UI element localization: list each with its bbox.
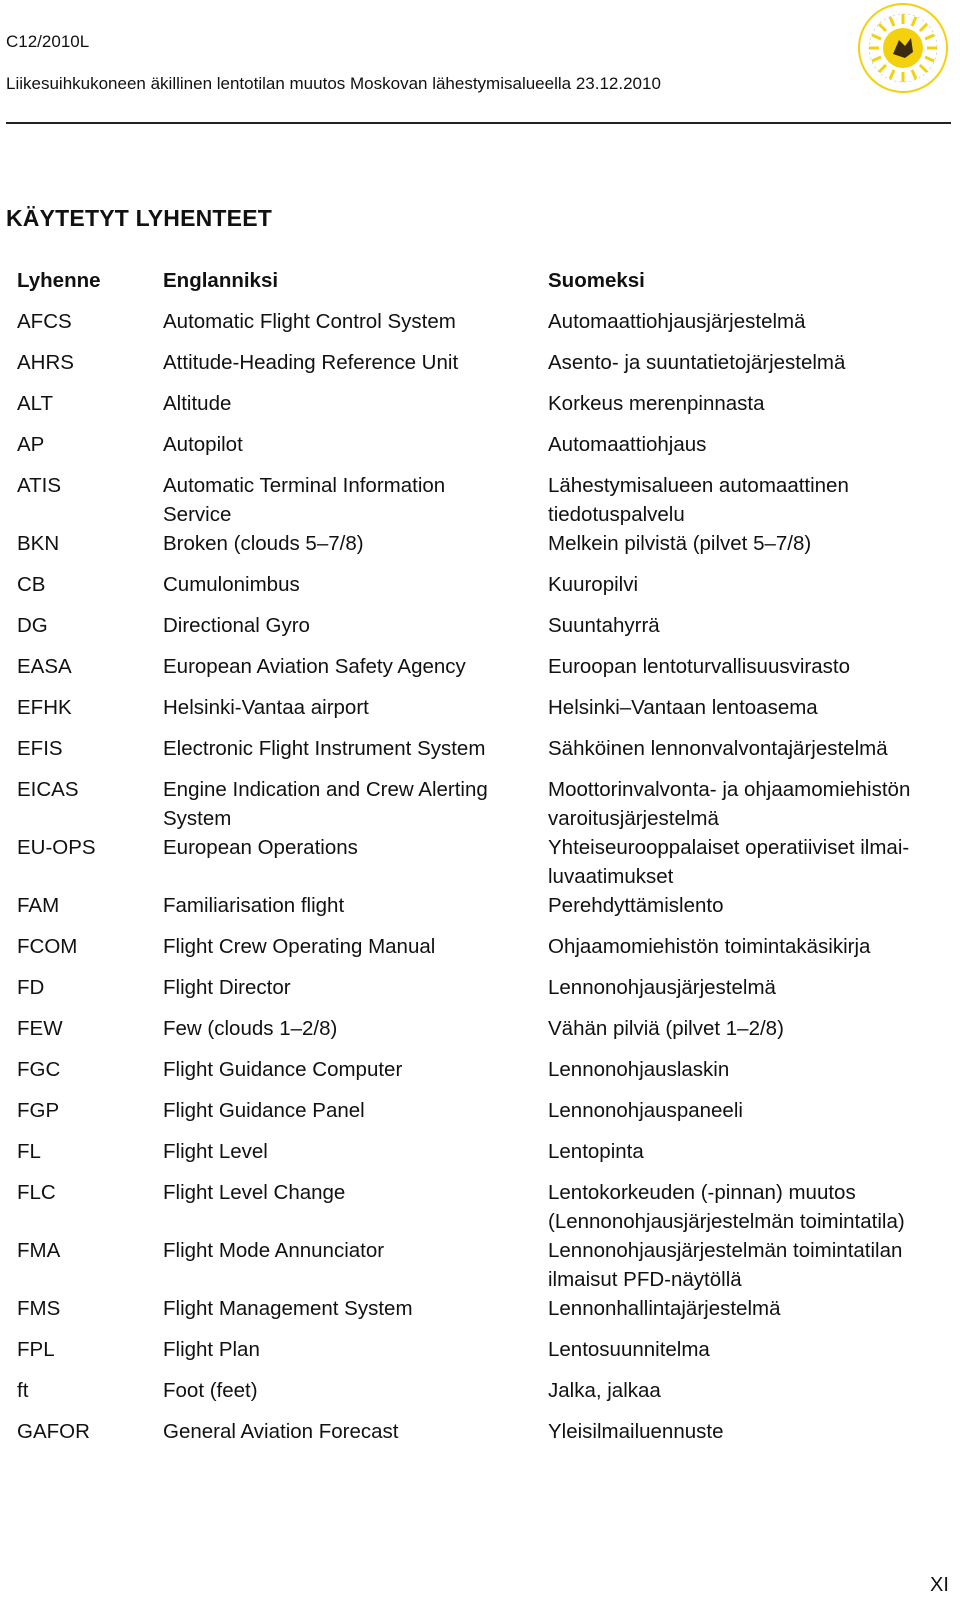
finnish-cell <box>548 1376 933 1405</box>
abbreviation-cell: ALT <box>17 392 54 415</box>
english-cell <box>163 1137 548 1166</box>
table-row <box>17 1096 952 1137</box>
finnish-cell <box>548 1178 933 1236</box>
column-header-finnish: Suomeksi <box>548 269 645 292</box>
abbreviation-cell: FGP <box>17 1099 60 1122</box>
english-text-line: European Aviation Safety Agency <box>163 655 466 678</box>
abbreviation-cell: CB <box>17 573 46 596</box>
english-text-line: Foot (feet) <box>163 1379 258 1402</box>
english-text-line: Altitude <box>163 392 232 415</box>
abbreviation-cell: FMA <box>17 1239 61 1262</box>
english-text-line: Service <box>163 503 232 526</box>
finnish-text-line: Helsinki–Vantaan lentoasema <box>548 696 818 719</box>
finnish-cell <box>548 652 933 681</box>
onnettomuustutkintakeskus-logo <box>855 0 951 96</box>
finnish-text-line: Sähköinen lennonvalvontajärjestelmä <box>548 737 888 760</box>
english-cell <box>163 891 548 920</box>
table-header-row <box>17 266 952 307</box>
finnish-cell <box>548 1055 933 1084</box>
english-cell <box>163 471 548 529</box>
english-text-line: System <box>163 807 232 830</box>
abbreviation-cell: FLC <box>17 1181 56 1204</box>
english-text-line: Automatic Terminal Information <box>163 474 446 497</box>
abbreviations-table <box>17 266 952 1458</box>
english-cell <box>163 1376 548 1405</box>
english-text-line: Flight Guidance Panel <box>163 1099 365 1122</box>
finnish-cell <box>548 430 933 459</box>
finnish-text-line: Lennonohjauslaskin <box>548 1058 730 1081</box>
abbreviation-cell: FPL <box>17 1338 55 1361</box>
abbreviation-cell: FAM <box>17 894 60 917</box>
english-text-line: European Operations <box>163 836 358 859</box>
abbreviation-cell: EASA <box>17 655 72 678</box>
english-text-line: Engine Indication and Crew Alerting <box>163 778 488 801</box>
finnish-cell <box>548 348 933 377</box>
finnish-cell <box>548 1294 933 1323</box>
english-text-line: Directional Gyro <box>163 614 310 637</box>
table-row <box>17 833 952 891</box>
table-row <box>17 1178 952 1236</box>
english-text-line: General Aviation Forecast <box>163 1420 399 1443</box>
table-row <box>17 973 952 1014</box>
finnish-text-line: Ohjaamomiehistön toimintakäsikirja <box>548 935 871 958</box>
finnish-cell <box>548 1236 933 1294</box>
abbreviation-cell: FGC <box>17 1058 61 1081</box>
finnish-text-line: Korkeus merenpinnasta <box>548 392 765 415</box>
header-divider <box>6 122 951 124</box>
finnish-text-line: luvaatimukset <box>548 865 674 888</box>
finnish-text-line: Lennonhallintajärjestelmä <box>548 1297 781 1320</box>
abbreviation-cell: ATIS <box>17 474 62 497</box>
table-row <box>17 1236 952 1294</box>
english-text-line: Flight Guidance Computer <box>163 1058 403 1081</box>
english-cell <box>163 693 548 722</box>
table-row <box>17 307 952 348</box>
finnish-cell <box>548 693 933 722</box>
english-text-line: Automatic Flight Control System <box>163 310 456 333</box>
english-text-line: Flight Director <box>163 976 291 999</box>
abbreviation-cell: FL <box>17 1140 41 1163</box>
table-row <box>17 1014 952 1055</box>
page-number: XI <box>930 1574 949 1596</box>
finnish-text-line: Asento- ja suuntatietojärjestelmä <box>548 351 846 374</box>
english-cell <box>163 734 548 763</box>
english-cell <box>163 775 548 833</box>
table-row <box>17 891 952 932</box>
document-title: Liikesuihkukoneen äkillinen lentotilan muutos Moskovan lähestymisalueella 23.12.2010 <box>6 74 661 93</box>
finnish-text-line: Melkein pilvistä (pilvet 5–7/8) <box>548 532 812 555</box>
english-cell <box>163 1096 548 1125</box>
finnish-text-line: Lentosuunnitelma <box>548 1338 710 1361</box>
table-row <box>17 471 952 529</box>
finnish-text-line: Automaattiohjaus <box>548 433 707 456</box>
english-text-line: Flight Crew Operating Manual <box>163 935 436 958</box>
abbreviation-cell: GAFOR <box>17 1420 90 1443</box>
finnish-cell <box>548 891 933 920</box>
finnish-cell <box>548 1137 933 1166</box>
table-row <box>17 1294 952 1335</box>
english-text-line: Flight Management System <box>163 1297 413 1320</box>
english-text-line: Flight Mode Annunciator <box>163 1239 385 1262</box>
finnish-cell <box>548 932 933 961</box>
table-row <box>17 348 952 389</box>
table-row <box>17 734 952 775</box>
english-cell <box>163 389 548 418</box>
table-row <box>17 570 952 611</box>
english-text-line: Flight Plan <box>163 1338 260 1361</box>
finnish-text-line: Lennonohjauspaneeli <box>548 1099 743 1122</box>
table-row <box>17 1376 952 1417</box>
finnish-cell <box>548 775 933 833</box>
english-cell <box>163 307 548 336</box>
abbreviation-cell: BKN <box>17 532 60 555</box>
abbreviation-cell: FD <box>17 976 45 999</box>
english-cell <box>163 652 548 681</box>
abbreviation-cell: EFHK <box>17 696 72 719</box>
abbreviation-cell: FCOM <box>17 935 78 958</box>
finnish-text-line: Lähestymisalueen automaattinen <box>548 474 849 497</box>
english-cell <box>163 529 548 558</box>
page-header <box>6 28 951 124</box>
column-header-abbreviation: Lyhenne <box>17 269 101 292</box>
english-cell <box>163 1294 548 1323</box>
abbreviation-cell: FEW <box>17 1017 63 1040</box>
finnish-cell <box>548 307 933 336</box>
finnish-text-line: Lentopinta <box>548 1140 644 1163</box>
table-row <box>17 932 952 973</box>
abbreviation-cell: AP <box>17 433 45 456</box>
table-row <box>17 430 952 471</box>
section-title: KÄYTETYT LYHENTEET <box>6 205 272 231</box>
finnish-text-line: Yleisilmailuennuste <box>548 1420 724 1443</box>
english-cell <box>163 1055 548 1084</box>
english-cell <box>163 973 548 1002</box>
english-text-line: Few (clouds 1–2/8) <box>163 1017 338 1040</box>
finnish-text-line: Lentokorkeuden (-pinnan) muutos <box>548 1181 856 1204</box>
finnish-cell <box>548 611 933 640</box>
finnish-text-line: Suuntahyrrä <box>548 614 660 637</box>
finnish-cell <box>548 471 933 529</box>
finnish-text-line: (Lennonohjausjärjestelmän toimintatila) <box>548 1210 905 1233</box>
english-text-line: Helsinki-Vantaa airport <box>163 696 369 719</box>
table-row <box>17 1055 952 1096</box>
finnish-text-line: varoitusjärjestelmä <box>548 807 719 830</box>
abbreviation-cell: DG <box>17 614 48 637</box>
english-text-line: Autopilot <box>163 433 243 456</box>
english-cell <box>163 570 548 599</box>
english-cell <box>163 1014 548 1043</box>
english-text-line: Familiarisation flight <box>163 894 345 917</box>
table-row <box>17 1335 952 1376</box>
finnish-cell <box>548 973 933 1002</box>
finnish-cell <box>548 833 933 891</box>
table-row <box>17 1417 952 1458</box>
finnish-text-line: Jalka, jalkaa <box>548 1379 661 1402</box>
english-text-line: Attitude-Heading Reference Unit <box>163 351 459 374</box>
english-cell <box>163 932 548 961</box>
abbreviation-cell: ft <box>17 1379 29 1402</box>
finnish-text-line: Vähän pilviä (pilvet 1–2/8) <box>548 1017 784 1040</box>
english-cell <box>163 430 548 459</box>
finnish-cell <box>548 734 933 763</box>
english-text-line: Broken (clouds 5–7/8) <box>163 532 364 555</box>
abbreviation-cell: AFCS <box>17 310 72 333</box>
finnish-text-line: Perehdyttämislento <box>548 894 724 917</box>
finnish-cell <box>548 1335 933 1364</box>
english-cell <box>163 611 548 640</box>
finnish-text-line: Moottorinvalvonta- ja ohjaamomiehistön <box>548 778 911 801</box>
document-id: C12/2010L <box>6 32 90 51</box>
finnish-text-line: Lennonohjausjärjestelmän toimintatilan <box>548 1239 903 1262</box>
english-cell <box>163 833 548 862</box>
finnish-cell <box>548 529 933 558</box>
finnish-text-line: Lennonohjausjärjestelmä <box>548 976 776 999</box>
english-cell <box>163 1417 548 1446</box>
abbreviation-cell: FMS <box>17 1297 61 1320</box>
abbreviation-cell: EFIS <box>17 737 63 760</box>
finnish-text-line: ilmaisut PFD-näytöllä <box>548 1268 742 1291</box>
table-row <box>17 693 952 734</box>
finnish-text-line: Yhteiseurooppalaiset operatiiviset ilmai- <box>548 836 910 859</box>
finnish-text-line: Kuuropilvi <box>548 573 639 596</box>
finnish-text-line: Euroopan lentoturvallisuusvirasto <box>548 655 850 678</box>
english-cell <box>163 1335 548 1364</box>
finnish-text-line: Automaattiohjausjärjestelmä <box>548 310 806 333</box>
english-text-line: Electronic Flight Instrument System <box>163 737 486 760</box>
finnish-cell <box>548 1014 933 1043</box>
english-text-line: Flight Level <box>163 1140 268 1163</box>
table-row <box>17 611 952 652</box>
table-row <box>17 1137 952 1178</box>
table-row <box>17 389 952 430</box>
finnish-cell <box>548 1096 933 1125</box>
table-row <box>17 529 952 570</box>
finnish-cell <box>548 389 933 418</box>
english-cell <box>163 1178 548 1207</box>
finnish-cell <box>548 1417 933 1446</box>
english-cell <box>163 348 548 377</box>
column-header-english: Englanniksi <box>163 269 279 292</box>
english-text-line: Flight Level Change <box>163 1181 346 1204</box>
abbreviation-cell: AHRS <box>17 351 74 374</box>
finnish-cell <box>548 570 933 599</box>
table-row <box>17 775 952 833</box>
finnish-text-line: tiedotuspalvelu <box>548 503 685 526</box>
table-row <box>17 652 952 693</box>
english-cell <box>163 1236 548 1265</box>
abbreviation-cell: EU-OPS <box>17 836 96 859</box>
abbreviation-cell: EICAS <box>17 778 79 801</box>
english-text-line: Cumulonimbus <box>163 573 300 596</box>
